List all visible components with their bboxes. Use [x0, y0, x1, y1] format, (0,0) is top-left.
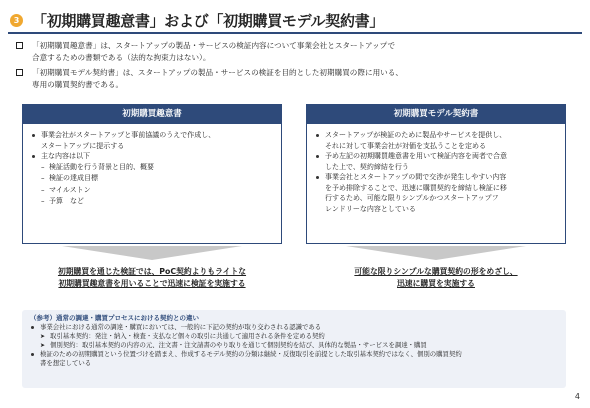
- reference-item-text: 検証のための初期購買という位置づけを踏まえ、作成するモデル契約の分類は継続・反復取引を前提とした取引基本契約ではなく、個別の購買契約 書を想定している: [40, 350, 462, 367]
- list-item-text: 主な内容は以下: [41, 152, 90, 160]
- reference-item-text: 事業会社における通常の調達・購買においては、一般的に下記の契約が取り交わされる認識である: [40, 323, 322, 331]
- page-number: 4: [574, 392, 580, 401]
- bullet-dot-icon: [316, 134, 319, 137]
- list-item-text: 事業会社とスタートアップの間で交渉が発生しやすい内容 を予め排除することで、迅速に購買契約を締結し検証に移 行するため、可能な限りシンプルかつスタートアップフ レンドリーな内容としている: [325, 173, 507, 213]
- title-underline: [8, 32, 582, 34]
- list-item: [315, 172, 557, 214]
- reference-item: [30, 350, 558, 368]
- list-item: [315, 151, 557, 172]
- dash-icon: –: [41, 174, 45, 182]
- dash-icon: –: [41, 162, 45, 171]
- down-arrow-icon: [62, 246, 242, 260]
- intro-bullets: [12, 40, 582, 94]
- bullet-dot-icon: [316, 155, 319, 158]
- list-item-text: 事業会社がスタートアップと事前協議のうえで作成し、 スタートアップに提示する: [41, 131, 216, 150]
- intro-bullet-text: 「初期購買モデル契約書」は、スタートアップの製品・サービスの検証を目的とした初期購買の際に用いる、 専用の購買契約書である。: [32, 68, 403, 89]
- reference-sub-text: 取引基本契約：発注・納入・検査・支払など個々の取引に共通して適用される条件を定める契約: [50, 332, 325, 340]
- slide-header: [8, 8, 582, 30]
- sub-list-item: [31, 185, 273, 197]
- reference-box: [22, 310, 566, 388]
- sub-item-text: 検証活動を行う背景と目的、概要: [49, 162, 154, 171]
- intro-bullet: [12, 67, 582, 91]
- triangle-bullet-icon: ➤: [40, 342, 46, 349]
- square-bullet-icon: [16, 42, 23, 49]
- reference-item: [30, 323, 558, 332]
- loi-heading: 初期購買趣意書: [22, 104, 282, 124]
- slide-title: 「初期購買趣意書」および「初期購買モデル契約書」: [32, 12, 385, 30]
- list-item-text: スタートアップが検証のために製品やサービスを提供し、 それに対して事業会社が対価を支払うことを定める: [325, 131, 507, 150]
- sub-list-item: [31, 162, 273, 174]
- sub-item-text: マイルストン: [49, 185, 91, 194]
- loi-body: [22, 124, 282, 244]
- list-item: [315, 130, 557, 151]
- reference-tag: （参考）通常の調達・購買プロセスにおける契約との違い: [30, 314, 199, 322]
- bullet-dot-icon: [32, 134, 35, 137]
- bullet-dot-icon: [31, 326, 34, 329]
- intro-bullet: [12, 40, 582, 64]
- bullet-dot-icon: [32, 155, 35, 158]
- intro-bullet-text: 「初期購買趣意書」は、スタートアップの製品・サービスの検証内容について事業会社とスタートアップで 合意するための書類である（法的な拘束力はない）。: [32, 41, 396, 62]
- model-contract-conclusion: 可能な限りシンプルな購買契約の形をめざし、 迅速に購買を実施する: [354, 267, 518, 288]
- loi-conclusion: 初期購買を通じた検証では、PoC契約よりもライトな 初期購買趣意書を用いることで迅速に検証を実施する: [57, 267, 247, 288]
- reference-sub-item: [30, 332, 558, 341]
- list-item: [31, 130, 273, 151]
- dash-icon: –: [41, 185, 45, 194]
- sub-list-item: [31, 173, 273, 185]
- sub-list-item: [31, 196, 273, 208]
- triangle-bullet-icon: ➤: [40, 333, 46, 340]
- reference-sub-text: 個別契約：取引基本契約の内容の元、注文書・注文請書のやり取りを通じて個別契約を結び、具体的な製品・サービスを調達・購買: [50, 341, 427, 349]
- down-arrow-icon: [346, 246, 526, 260]
- bullet-dot-icon: [316, 176, 319, 179]
- dash-icon: –: [41, 197, 45, 205]
- sub-item-text: 検証の達成目標: [49, 174, 98, 182]
- list-item: [31, 151, 273, 162]
- model-contract-body: [306, 124, 566, 244]
- square-bullet-icon: [16, 69, 23, 76]
- bullet-dot-icon: [31, 353, 34, 356]
- loi-column: [22, 104, 282, 244]
- section-number-badge: 3: [10, 14, 23, 27]
- model-contract-column: [306, 104, 566, 244]
- model-contract-heading: 初期購買モデル契約書: [306, 104, 566, 124]
- list-item-text: 予め左記の初期購買趣意書を用いて検証内容を両者で合意 した上で、契約締結を行う: [325, 152, 507, 171]
- sub-item-text: 予算 など: [49, 197, 84, 205]
- reference-sub-item: [30, 341, 558, 350]
